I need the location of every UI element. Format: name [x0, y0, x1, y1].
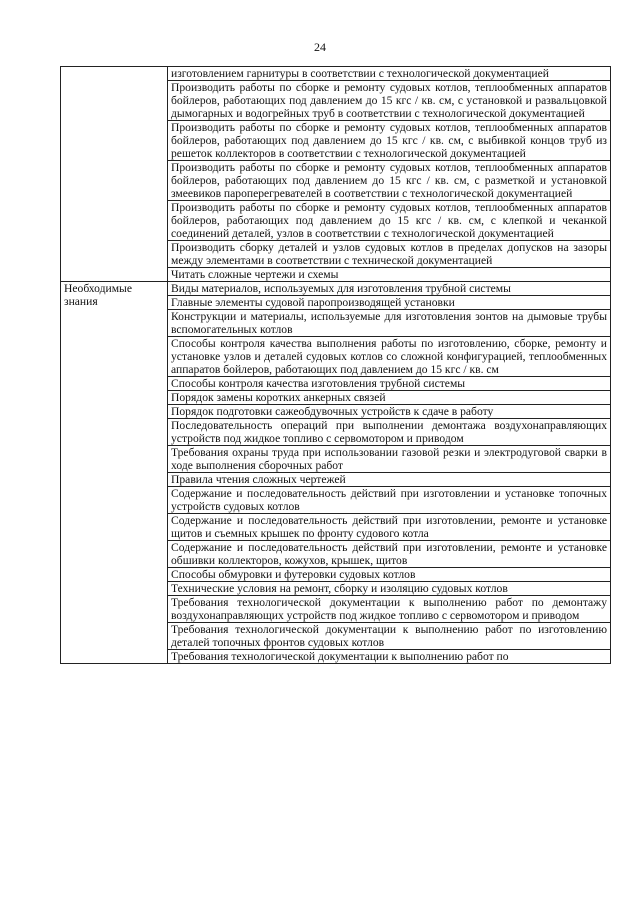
requirement-item: Последовательность операций при выполнении демонтажа воздухонаправляющих устройств под жидкое топливо с сервомотором и приводом: [168, 419, 611, 446]
requirement-item: Производить работы по сборке и ремонту судовых котлов, теплообменных аппаратов бойлеров, работающих под давлением до 15 кгс / кв. см, с клепкой и чеканкой соединений деталей, узлов в соответствии с технологической документацией: [168, 201, 611, 241]
requirement-item: Требования охраны труда при использовании газовой резки и электродуговой сварки в ходе выполнения сборочных работ: [168, 446, 611, 473]
requirement-item: Главные элементы судовой паропроизводящей установки: [168, 296, 611, 310]
section-label-line: Необходимые: [64, 282, 132, 295]
requirement-item: изготовлением гарнитуры в соответствии с технологической документацией: [168, 67, 611, 81]
requirement-item: Способы контроля качества выполнения работы по изготовлению, сборке, ремонту и установке узлов и деталей судовых котлов со сложной конфигурацией, теплообменных аппаратов бойлеров, работающих под давлением до 15 кгс / кв. см: [168, 337, 611, 377]
table-row: [61, 282, 611, 296]
requirement-item: Способы обмуровки и футеровки судовых котлов: [168, 568, 611, 582]
requirement-item: Правила чтения сложных чертежей: [168, 473, 611, 487]
requirement-item: Производить сборку деталей и узлов судовых котлов в пределах допусков на зазоры между элементами в соответствии с технической документацией: [168, 241, 611, 268]
section-label-cell: [61, 67, 168, 282]
requirement-item: Производить работы по сборке и ремонту судовых котлов, теплообменных аппаратов бойлеров, работающих под давлением до 15 кгс / кв. см, с разметкой и установкой змеевиков пароперегревателей в соответствии с технологической документацией: [168, 161, 611, 201]
requirement-item: Читать сложные чертежи и схемы: [168, 268, 611, 282]
requirement-item: Конструкции и материалы, используемые для изготовления зонтов на дымовые трубы вспомогательных котлов: [168, 310, 611, 337]
requirement-item: Производить работы по сборке и ремонту судовых котлов, теплообменных аппаратов бойлеров, работающих под давлением до 15 кгс / кв. см, с установкой и развальцовкой дымогарных и водогрейных труб в соответствии с технологической документацией: [168, 81, 611, 121]
table-body: [61, 67, 611, 664]
requirement-item: Порядок подготовки сажеобдувочных устройств к сдаче в работу: [168, 405, 611, 419]
requirement-item: Содержание и последовательность действий при изготовлении и установке топочных устройств судовых котлов: [168, 487, 611, 514]
competency-table: [60, 66, 611, 664]
requirement-item: Содержание и последовательность действий при изготовлении, ремонте и установке щитов и съемных крышек по фронту судового котла: [168, 514, 611, 541]
requirement-item: Способы контроля качества изготовления трубной системы: [168, 377, 611, 391]
section-label-cell: [61, 282, 168, 664]
requirement-item: Производить работы по сборке и ремонту судовых котлов, теплообменных аппаратов бойлеров, работающих под давлением до 15 кгс / кв. см, с выбивкой концов труб из решеток коллекторов в соответствии с технологической документацией: [168, 121, 611, 161]
section-label-line: знания: [64, 295, 98, 308]
requirement-item: Содержание и последовательность действий при изготовлении, ремонте и установке обшивки коллекторов, кожухов, крышек, щитов: [168, 541, 611, 568]
requirement-item: Виды материалов, используемых для изготовления трубной системы: [168, 282, 611, 296]
page-number: 24: [314, 40, 326, 54]
requirement-item: Требования технологической документации к выполнению работ по демонтажу воздухонаправляющих устройств под жидкое топливо с сервомотором и приводом: [168, 596, 611, 623]
requirement-item: Требования технологической документации к выполнению работ по: [168, 650, 611, 664]
requirement-item: Порядок замены коротких анкерных связей: [168, 391, 611, 405]
requirement-item: Требования технологической документации к выполнению работ по изготовлению деталей топочных фронтов судовых котлов: [168, 623, 611, 650]
table-row: [61, 67, 611, 81]
requirement-item: Технические условия на ремонт, сборку и изоляцию судовых котлов: [168, 582, 611, 596]
